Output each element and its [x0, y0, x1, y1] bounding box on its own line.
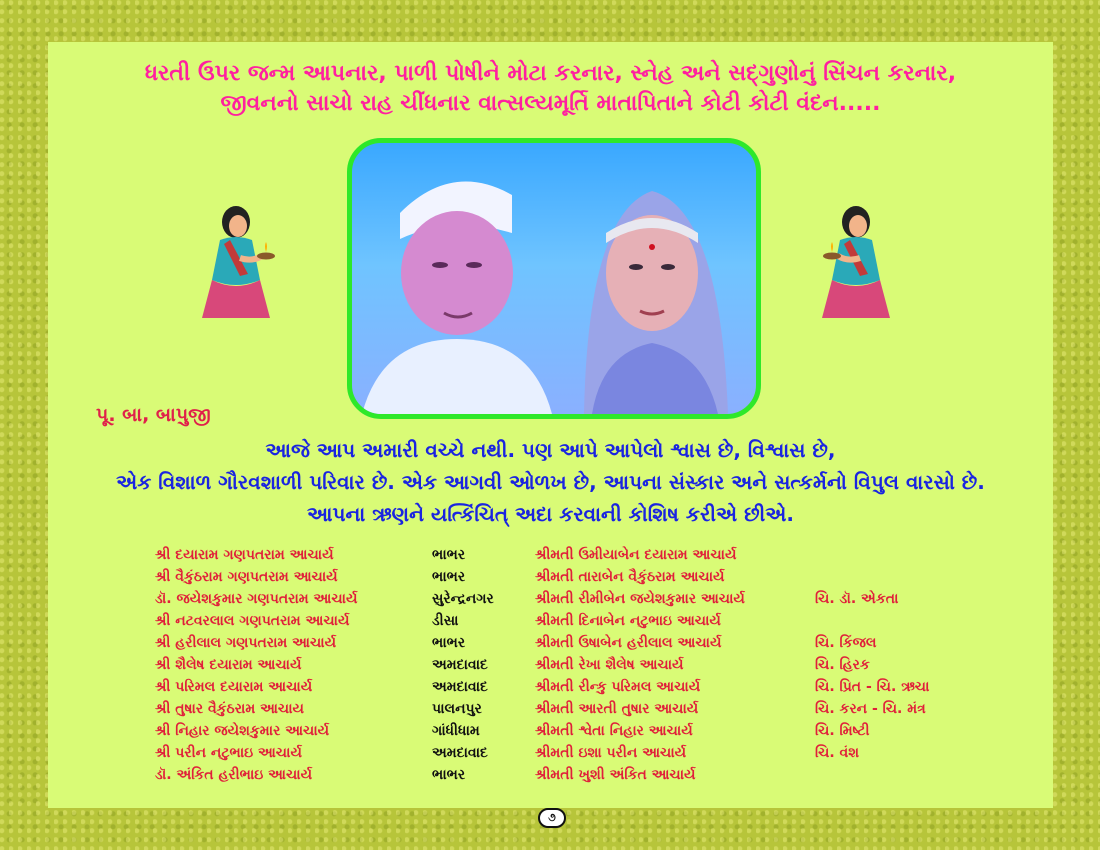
- family-row: [48, 610, 1053, 632]
- member-spouse: શ્રીમતી ઉષાબેન હરીલાલ આચાર્ય: [535, 635, 722, 651]
- woman-with-diya-icon: [810, 200, 900, 320]
- family-row: [48, 720, 1053, 742]
- member-spouse: શ્રીમતી રીમીબેન જયેશકુમાર આચાર્ય: [535, 591, 745, 607]
- member-spouse: શ્રીમતી ખુશી અંકિત આચાર્ય: [535, 767, 696, 783]
- member-name: શ્રી પરિમલ દયારામ આચાર્ય: [155, 679, 313, 695]
- member-name: શ્રી નટવરલાલ ગણપતરામ આચાર્ય: [155, 613, 350, 629]
- member-place: અમદાવાદ: [432, 679, 488, 695]
- parents-portrait-image: [352, 143, 756, 414]
- member-spouse: શ્રીમતી ઉમીયાબેન દયારામ આચાર્ય: [535, 547, 737, 563]
- woman-with-diya-icon: [190, 200, 280, 320]
- member-spouse: શ્રીમતી રીન્કુ પરિમલ આચાર્ય: [535, 679, 701, 695]
- family-row: [48, 566, 1053, 588]
- member-place: ભાભર: [432, 767, 466, 783]
- member-children: ચિ. હિરક: [815, 657, 870, 673]
- family-row: [48, 654, 1053, 676]
- member-name: ડૉ. જયેશકુમાર ગણપતરામ આચાર્ય: [155, 591, 358, 607]
- member-name: શ્રી વૈકુંઠરામ ગણપતરામ આચાર્ય: [155, 569, 338, 585]
- member-spouse: શ્રીમતી રેખા શૈલેષ આચાર્ય: [535, 657, 684, 673]
- page-panel: [48, 42, 1053, 808]
- member-name: શ્રી હરીલાલ ગણપતરામ આચાર્ય: [155, 635, 337, 651]
- member-spouse: શ્રીમતી શ્વેતા નિહાર આચાર્ય: [535, 723, 693, 739]
- member-children: ચિ. કરન - ચિ. મંત્ર: [815, 701, 926, 717]
- family-row: [48, 764, 1053, 786]
- member-place: ભાભર: [432, 569, 466, 585]
- member-name: શ્રી શૈલેષ દયારામ આચાર્ય: [155, 657, 302, 673]
- heading-line-1: ધરતી ઉપર જન્મ આપનાર, પાળી પોષીને મોટા કરનાર, સ્નેહ અને સદ્ગુણોનું સિંચન કરનાર,: [144, 61, 957, 86]
- member-name: શ્રી દયારામ ગણપતરામ આચાર્ય: [155, 547, 334, 563]
- member-spouse: શ્રીમતી દિનાબેન નટુભાઇ આચાર્ય: [535, 613, 721, 629]
- member-place: ભાભર: [432, 547, 466, 563]
- heading-line-2: જીવનનો સાચો રાહ ચીંધનાર વાત્સલ્યમૂર્તિ માતાપિતાને કોટી કોટી વંદન.....: [220, 91, 881, 116]
- parents-portrait: [347, 138, 761, 419]
- member-children: ચિ. ડૉ. એકતા: [815, 591, 899, 607]
- family-row: [48, 544, 1053, 566]
- family-row: [48, 742, 1053, 764]
- family-row: [48, 632, 1053, 654]
- tribute-line-1: આજે આપ અમારી વચ્ચે નથી. પણ આપે આપેલો શ્વાસ છે, વિશ્વાસ છે,: [265, 438, 836, 462]
- parents-label: પૂ. બા, બાપુજી: [96, 404, 211, 426]
- member-place: ભાભર: [432, 635, 466, 651]
- member-name: ડૉ. અંકિત હરીભાઇ આચાર્ય: [155, 767, 313, 783]
- tribute-line-2: એક વિશાળ ગૌરવશાળી પરિવાર છે. એક આગવી ઓળખ છે, આપના સંસ્કાર અને સત્કર્મનો વિપુલ વારસો છે.: [116, 470, 985, 494]
- member-name: શ્રી તુષાર વૈકુંઠરામ આચાય: [155, 701, 305, 717]
- member-place: ગાંધીધામ: [432, 723, 480, 739]
- member-place: પાલનપુર: [432, 701, 482, 717]
- page-number: ૭: [538, 808, 566, 828]
- member-spouse: શ્રીમતી ઇશા પરીન આચાર્ય: [535, 745, 687, 761]
- member-children: ચિ. પ્રિત - ચિ. ઋચા: [815, 679, 930, 695]
- member-spouse: શ્રીમતી તારાબેન વૈકુંઠરામ આચાર્ય: [535, 569, 725, 585]
- family-row: [48, 698, 1053, 720]
- member-children: ચિ. વંશ: [815, 745, 860, 761]
- family-row: [48, 676, 1053, 698]
- member-place: અમદાવાદ: [432, 745, 488, 761]
- member-place: સુરેન્દ્રનગર: [432, 591, 494, 607]
- member-children: ચિ. કિંજલ: [815, 635, 877, 651]
- family-row: [48, 588, 1053, 610]
- member-spouse: શ્રીમતી આરતી તુષાર આચાર્ય: [535, 701, 699, 717]
- member-children: ચિ. મિષ્ટી: [815, 723, 870, 739]
- member-name: શ્રી પરીન નટુભાઇ આચાર્ય: [155, 745, 302, 761]
- member-place: ડીસા: [432, 613, 459, 629]
- member-place: અમદાવાદ: [432, 657, 488, 673]
- tribute-line-3: આપના ઋણને યત્કિંચિત્ અદા કરવાની કોશિષ કરીએ છીએ.: [307, 502, 794, 526]
- member-name: શ્રી નિહાર જયેશકુમાર આચાર્ય: [155, 723, 330, 739]
